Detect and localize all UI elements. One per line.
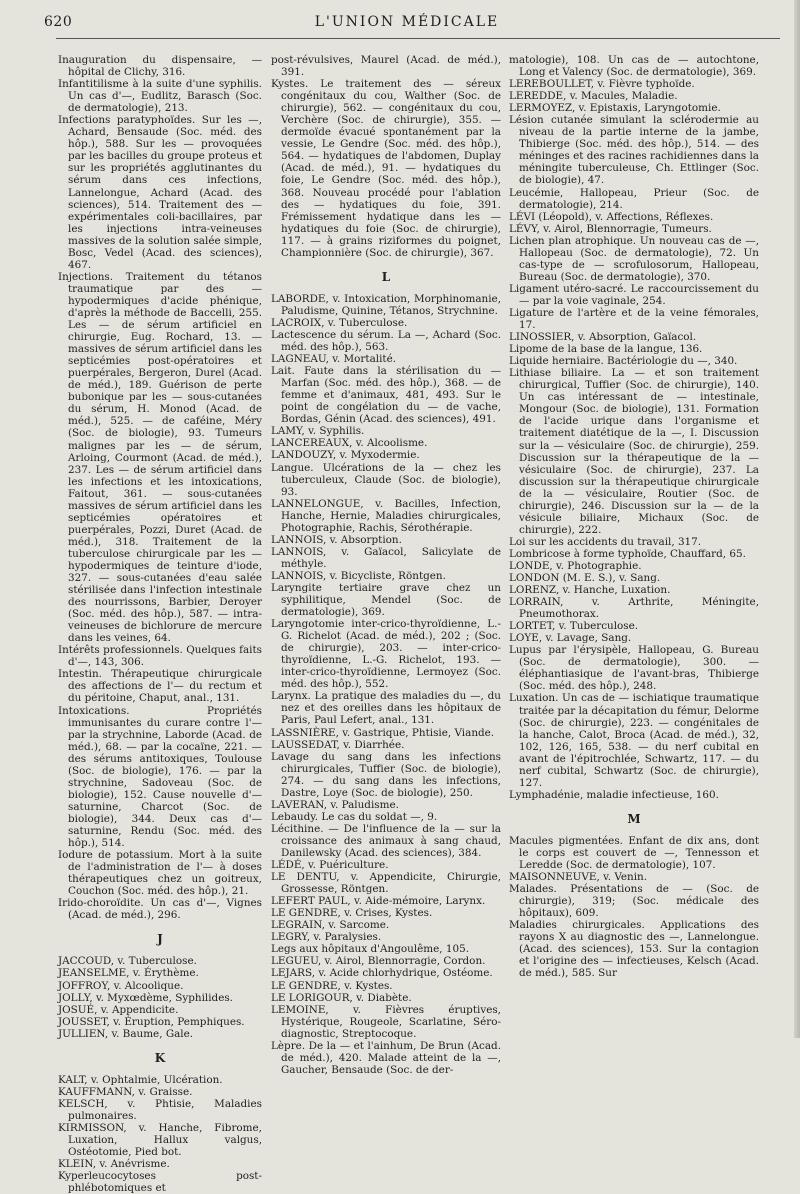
index-entry: Legs aux hôpitaux d'Angoulême, 105.: [271, 943, 470, 956]
index-entry: Lupus par l'érysipèle, Hallopeau, G. Bureau (Soc. de dermatologie), 300. — éléphantiasique de l'avant-bras, Thibierge (Soc. méd. des hôp.), 248.: [509, 644, 759, 693]
index-entry: Lait. Faute dans la stérilisation du — Marfan (Soc. méd. des hôp.), 368. — de femme et d'animaux, 481, 493. Sur le point de congélation du — de vache, Bordas, Génin (Acad. des sciences), 491.: [271, 365, 501, 426]
index-entry: LAGNEAU, v. Mortalité.: [271, 353, 397, 366]
index-entry: LE GENDRE, v. Kystes.: [271, 979, 393, 992]
index-entry: Lombricose à forme typhoïde, Chauffard, 65.: [509, 547, 746, 560]
index-entry: KLEIN, v. Anévrisme.: [58, 1158, 170, 1171]
index-entry: LANNOIS, v. Bicycliste, Röntgen.: [271, 569, 446, 582]
index-entry: JOLLY, v. Myxœdème, Syphilides.: [58, 991, 233, 1004]
index-entry: Langue. Ulcérations de la — chez les tuberculeux, Claude (Soc. de biologie), 93.: [271, 461, 501, 498]
index-entry: Macules pigmentées. Enfant de dix ans, dont le corps est couvert de —, Tennesson et Leredde (Soc. de dermatologie), 107.: [509, 834, 759, 872]
index-entry: LANNELONGUE, v. Bacilles, Infection, Hanche, Hernie, Maladies chirurgicales, Photographie, Rachis, Sérothérapie.: [271, 497, 501, 534]
index-entry: JEANSELME, v. Érythème.: [58, 967, 199, 980]
index-entry: LORENZ, v. Hanche, Luxation.: [509, 584, 671, 597]
index-entry: LOYE, v. Lavage, Sang.: [509, 632, 632, 645]
index-entry: Liquide herniaire. Bactériologie du —, 340.: [509, 355, 738, 368]
index-entry: LONDE, v. Photographie.: [509, 559, 642, 572]
index-entry: Lécithine. — De l'influence de la — sur la croissance des animaux à sang chaud, Danilewsky (Acad. des sciences), 384.: [271, 822, 501, 859]
index-entry: Loi sur les accidents du travail, 317.: [509, 535, 702, 548]
section-letter: L: [381, 269, 391, 284]
index-entry: LEMOINE, v. Fièvres éruptives, Hystérique, Rougeole, Scarlatine, Séro-diagnostic, Streptocoque.: [271, 1003, 501, 1040]
index-entry: LINOSSIER, v. Absorption, Gaïacol.: [509, 331, 697, 344]
index-entry: LEGUEU, v. Airol, Blennorragie, Cordon.: [271, 955, 486, 968]
index-entry: LEGRAIN, v. Sarcome.: [271, 919, 390, 932]
index-entry: Lipome de la base de la langue, 136.: [509, 343, 703, 356]
index-entry: LANCEREAUX, v. Alcoolisme.: [271, 437, 428, 450]
index-entry: LABORDE, v. Intoxication, Morphinomanie, Paludisme, Quinine, Tétanos, Strychnine.: [271, 292, 501, 317]
index-entry: LORTET, v. Tuberculose.: [509, 620, 639, 633]
index-entry: Ligature de l'artère et de la veine fémorales, 17.: [509, 306, 759, 332]
index-entry: Lactescence du sérum. La —, Achard (Soc. méd. des hôp.), 563.: [271, 328, 501, 354]
index-entry: LEREBOULLET, v. Fièvre typhoïde.: [509, 78, 695, 91]
index-entry: Lichen plan atrophique. Un nouveau cas de —, Hallopeau (Soc. de dermatologie), 72. Un cas-type de — scrofulosorum, Hallopeau, Bureau (Soc. de dermatologie), 370.: [509, 234, 759, 283]
index-entry: JOSUÉ, v. Appendicite.: [58, 1003, 179, 1016]
index-column-1: [58, 54, 262, 1194]
index-entry: LÉVY, v. Airol, Blennorragie, Tumeurs.: [509, 222, 712, 235]
index-entry: LAVERAN, v. Paludisme.: [271, 798, 399, 811]
index-entry: Lavage du sang dans les infections chirurgicales, Tuffier (Soc. de biologie), 274. — du sang dans les infections, Dastre, Loye (Soc. de biologie), 250.: [271, 750, 501, 799]
section-letter: J: [157, 932, 163, 947]
index-entry: post-révulsives, Maurel (Acad. de méd.), 391.: [271, 54, 501, 79]
index-entry: LASSNIÈRE, v. Gastrique, Phtisie, Viande.: [271, 726, 495, 739]
index-entry: LEJARS, v. Acide chlorhydrique, Ostéome.: [271, 967, 493, 980]
index-entry: Injections. Traitement du tétanos traumatique par des — hypodermiques d'acide phénique, d'après la méthode de Baccelli, 255. Les — de sérum artificiel en chirurgie, Eug. Rochard, 13. — massives de sérum artificiel dans les septicémies post-opératoires et puerpérales, Bergeron, Durel (Acad. de méd.), 189. Guérison de perte bubonique par les — sous-cutanées du sérum, H. Monod (Acad. de méd.), 525. — de caféine, Méry (Soc. de biologie), 93. Tumeurs malignes par les — de sérum, Arloing, Courmont (Acad. de méd.), 237. Les — de sérum artificiel dans les infections et les intoxications, Faitout, 361. — sous-cutanées massives de sérum artificiel dans les septicémies opératoires et puerpérales, Pozzi, Duret (Acad. de méd.), 318. Traitement de la tuberculose chirurgicale par les — hypodermiques de teinture d'iode, 327. — sous-cutanées d'eau salée stérilisée dans l'infection intestinale des nourrissons, Barbier, Deroyer (Soc. méd. des hôp.), 587. — intra-veineuses de bichlorure de mercure dans les veines, 64.: [58, 270, 262, 645]
index-entry: LÉDÉ, v. Puériculture.: [271, 859, 389, 872]
index-entry: LANNOIS, v. Gaïacol, Salicylate de méthyle.: [271, 545, 501, 570]
index-entry: Malades. Présentations de — (Soc. de chirurgie), 319; (Soc. médicale des hôpitaux), 609.: [509, 883, 759, 920]
index-entry: MAISONNEUVE, v. Venin.: [509, 871, 648, 884]
index-entry: Larynx. La pratique des maladies du —, du nez et des oreilles dans les hôpitaux de Paris, Paul Lefert, anal., 131.: [271, 690, 501, 727]
index-entry: KELSCH, v. Phtisie, Maladies pulmonaires.: [58, 1097, 262, 1122]
index-entry: LAUSSEDAT, v. Diarrhée.: [271, 738, 405, 751]
page-number: 620: [44, 14, 73, 30]
index-entry: Leucémie, Hallopeau, Prieur (Soc. de dermatologie), 214.: [509, 186, 759, 211]
index-entry: LAMY, v. Syphilis.: [271, 425, 365, 438]
index-entry: Irido-choroïdite. Un cas d'—, Vignes (Acad. de méd.), 296.: [58, 897, 262, 922]
index-entry: JACCOUD, v. Tuberculose.: [58, 955, 197, 968]
index-entry: LANDOUZY, v. Myxodermie.: [271, 449, 420, 462]
section-letter: M: [627, 811, 641, 826]
index-entry: Maladies chirurgicales. Applications des rayons X au diagnostic des —, Lannelongue. (Acad. des sciences), 153. Sur la contagion et l'origine des — infectieuses, Kelsch (Acad. de méd.), 585. Sur: [509, 919, 759, 980]
index-entry: LÉVI (Léopold), v. Affections, Réflexes.: [509, 210, 714, 223]
index-entry: KAUFFMANN, v. Graisse.: [58, 1085, 193, 1098]
index-entry: LERMOYEZ, v. Epistaxis, Laryngotomie.: [509, 102, 721, 115]
index-entry: LEFERT PAUL, v. Aide-mémoire, Larynx.: [271, 895, 486, 908]
index-column-2: [271, 54, 501, 1076]
index-entry: matologie), 108. Un cas de — autochtone, Long et Valency (Soc. de dermatologie), 369.: [509, 54, 759, 79]
index-entry: Infantitilisme à la suite d'une syphilis. Un cas d'—, Eudlitz, Barasch (Soc. de dermatologie), 213.: [58, 78, 262, 115]
index-entry: LEREDDE, v. Macules, Maladie.: [509, 90, 678, 103]
index-entry: LE GENDRE, v. Crises, Kystes.: [271, 907, 433, 920]
index-entry: Lésion cutanée simulant la sclérodermie au niveau de la partie interne de la jambe, Thibierge (Soc. méd. des hôp.), 514. — des méninges et des racines rachidiennes dans la méningite tuberculeuse, Ch. Ettlinger (Soc. de biologie), 47.: [509, 114, 759, 187]
index-entry: Inauguration du dispensaire, — hôpital de Clichy, 316.: [58, 54, 262, 79]
index-entry: Iodure de potassium. Mort à la suite de l'administration de l'— à doses thérapeutiques chez un goitreux, Couchon (Soc. méd. des hôp.), 21.: [58, 849, 262, 898]
index-entry: Lèpre. De la — et l'ainhum, De Brun (Acad. de méd.), 420. Malade atteint de la —, Gaucher, Bensaude (Soc. de der-: [271, 1039, 501, 1076]
index-entry: LACROIX, v. Tuberculose.: [271, 316, 408, 329]
index-entry: Kystes. Le traitement des — séreux congénitaux du cou, Walther (Soc. de chirurgie), 562. — congénitaux du cou, Verchère (Soc. de chirurgie), 355. — dermoïde évacué spontanément par la vessie, Le Gendre (Soc. méd. des hôp.), 564. — hydatiques de l'abdomen, Duplay (Acad. de méd.), 91. — hydatiques du foie, Le Gendre (Soc. méd. des hôp.), 368. Nouveau procédé pour l'ablation des — hydatiques du foie, 391. Frémissement hydatique dans les — hydatiques du foie (Soc. de chirurgie), 117. — à grains riziformes du poignet, Championnière (Soc. de chirurgie), 367.: [271, 78, 501, 259]
index-entry: Laryngotomie inter-crico-thyroïdienne, L.-G. Richelot (Acad. de méd.), 202 ; (Soc. de chirurgie), 203. — inter-crico-thyroïdienne, L.-G. Richelot, 193. — inter-crico-thyroïdienne, Lermoyez (Soc. méd. des hôp.), 552.: [271, 618, 501, 691]
index-column-3: [509, 54, 759, 1024]
page-header: [44, 14, 770, 36]
index-entry: Kyperleucocytoses post-phlébotomiques et: [58, 1170, 262, 1194]
index-entry: Intestin. Thérapeutique chirurgicale des affections de l'— du rectum et du péritoine, Chaput, anal., 131.: [58, 668, 262, 705]
index-entry: LANNOIS, v. Absorption.: [271, 533, 402, 546]
running-head: L'UNION MÉDICALE: [314, 14, 500, 30]
index-entry: Intérêts professionnels. Quelques faits d'—, 143, 306.: [58, 644, 262, 669]
index-entry: LEGRY, v. Paralysies.: [271, 931, 382, 944]
index-entry: Lymphadénie, maladie infectieuse, 160.: [509, 788, 719, 801]
index-entry: Luxation. Un cas de — ischiatique traumatique traitée par la décapitation du fémur, Delorme (Soc. de chirurgie), 223. — congénitales de la hanche, Calot, Broca (Acad. de méd.), 32, 102, 126, 165, 538. — du nerf cubital en avant de l'épitrochlée, Schwartz, 117. — du nerf cubital, Schwartz (Soc. de chirurgie), 127.: [509, 692, 759, 789]
index-entry: JULLIEN, v. Baume, Gale.: [58, 1027, 194, 1040]
index-entry: JOUSSET, v. Éruption, Pemphiques.: [58, 1015, 245, 1028]
index-entry: Laryngite tertiaire grave chez un syphilitique, Mendel (Soc. de dermatologie), 369.: [271, 581, 501, 619]
index-entry: LE LORIGOUR, v. Diabète.: [271, 991, 412, 1004]
header-rule: [56, 38, 780, 39]
index-entry: LONDON (M. E. S.), v. Sang.: [509, 572, 661, 585]
index-entry: Lebaudy. Le cas du soldat —, 9.: [271, 810, 438, 823]
index-entry: Lithiase biliaire. La — et son traitement chirurgical, Tuffier (Soc. de chirurgie), 140. Un cas intéressant de — intestinale, Mongour (Soc. de biologie), 131. Formation de l'acide urique dans l'organisme et traitement diatétique de la —, I. Discussion sur la — vésiculaire (Soc. de chirurgie), 259. Discussion sur la thérapeutique de la — vésiculaire (Soc. de chirurgie), 237. La discussion sur la thérapeutique chirurgicale de la — vésiculaire, Routier (Soc. de chirurgie), 246. Discussion sur la — de la vésicule biliaire, Michaux (Soc. de chirurgie), 222.: [509, 367, 759, 536]
index-entry: KALT, v. Ophtalmie, Ulcération.: [58, 1073, 223, 1086]
index-entry: LE DENTU, v. Appendicite, Chirurgie, Grossesse, Röntgen.: [271, 871, 501, 896]
section-letter: K: [154, 1050, 166, 1065]
index-entry: JOFFROY, v. Alcoolique.: [58, 979, 184, 992]
page-edge: [794, 0, 800, 1038]
index-entry: KIRMISSON, v. Hanche, Fibrome, Luxation, Hallux valgus, Ostéotomie, Pied bot.: [58, 1121, 262, 1159]
index-entry: Ligament utéro-sacré. Le raccourcissement du — par la voie vaginale, 254.: [509, 282, 759, 307]
index-entry: LORRAIN, v. Arthrite, Méningite, Pneumothorax.: [509, 596, 759, 621]
index-entry: Intoxications. Propriétés immunisantes du curare contre l'— par la strychnine, Laborde (Acad. de méd.), 68. — par la cocaïne, 221. — des sérums antitoxiques, Toulouse (Soc. de biologie), 176. — par la strychnine, Sadoveau (Soc. de biologie), 152. Cause nouvelle d'— saturnine, Charcot (Soc. de biologie), 344. Deux cas d'— saturnine, Rendu (Soc. méd. des hôp.), 514.: [58, 704, 262, 850]
index-entry: Infections paratyphoïdes. Sur les —, Achard, Bensaude (Soc. méd. des hôp.), 588. Sur les — provoquées par les bacilles du groupe proteus et sur les propriétés agglutinantes du sérum dans ces infections, Lannelongue, Achard (Acad. des sciences), 514. Traitement des — expérimentales coli-bacillaires, par les injections intra-veineuses massives de la solution salée simple, Bosc, Vedel (Acad. des sciences), 467.: [58, 114, 262, 271]
